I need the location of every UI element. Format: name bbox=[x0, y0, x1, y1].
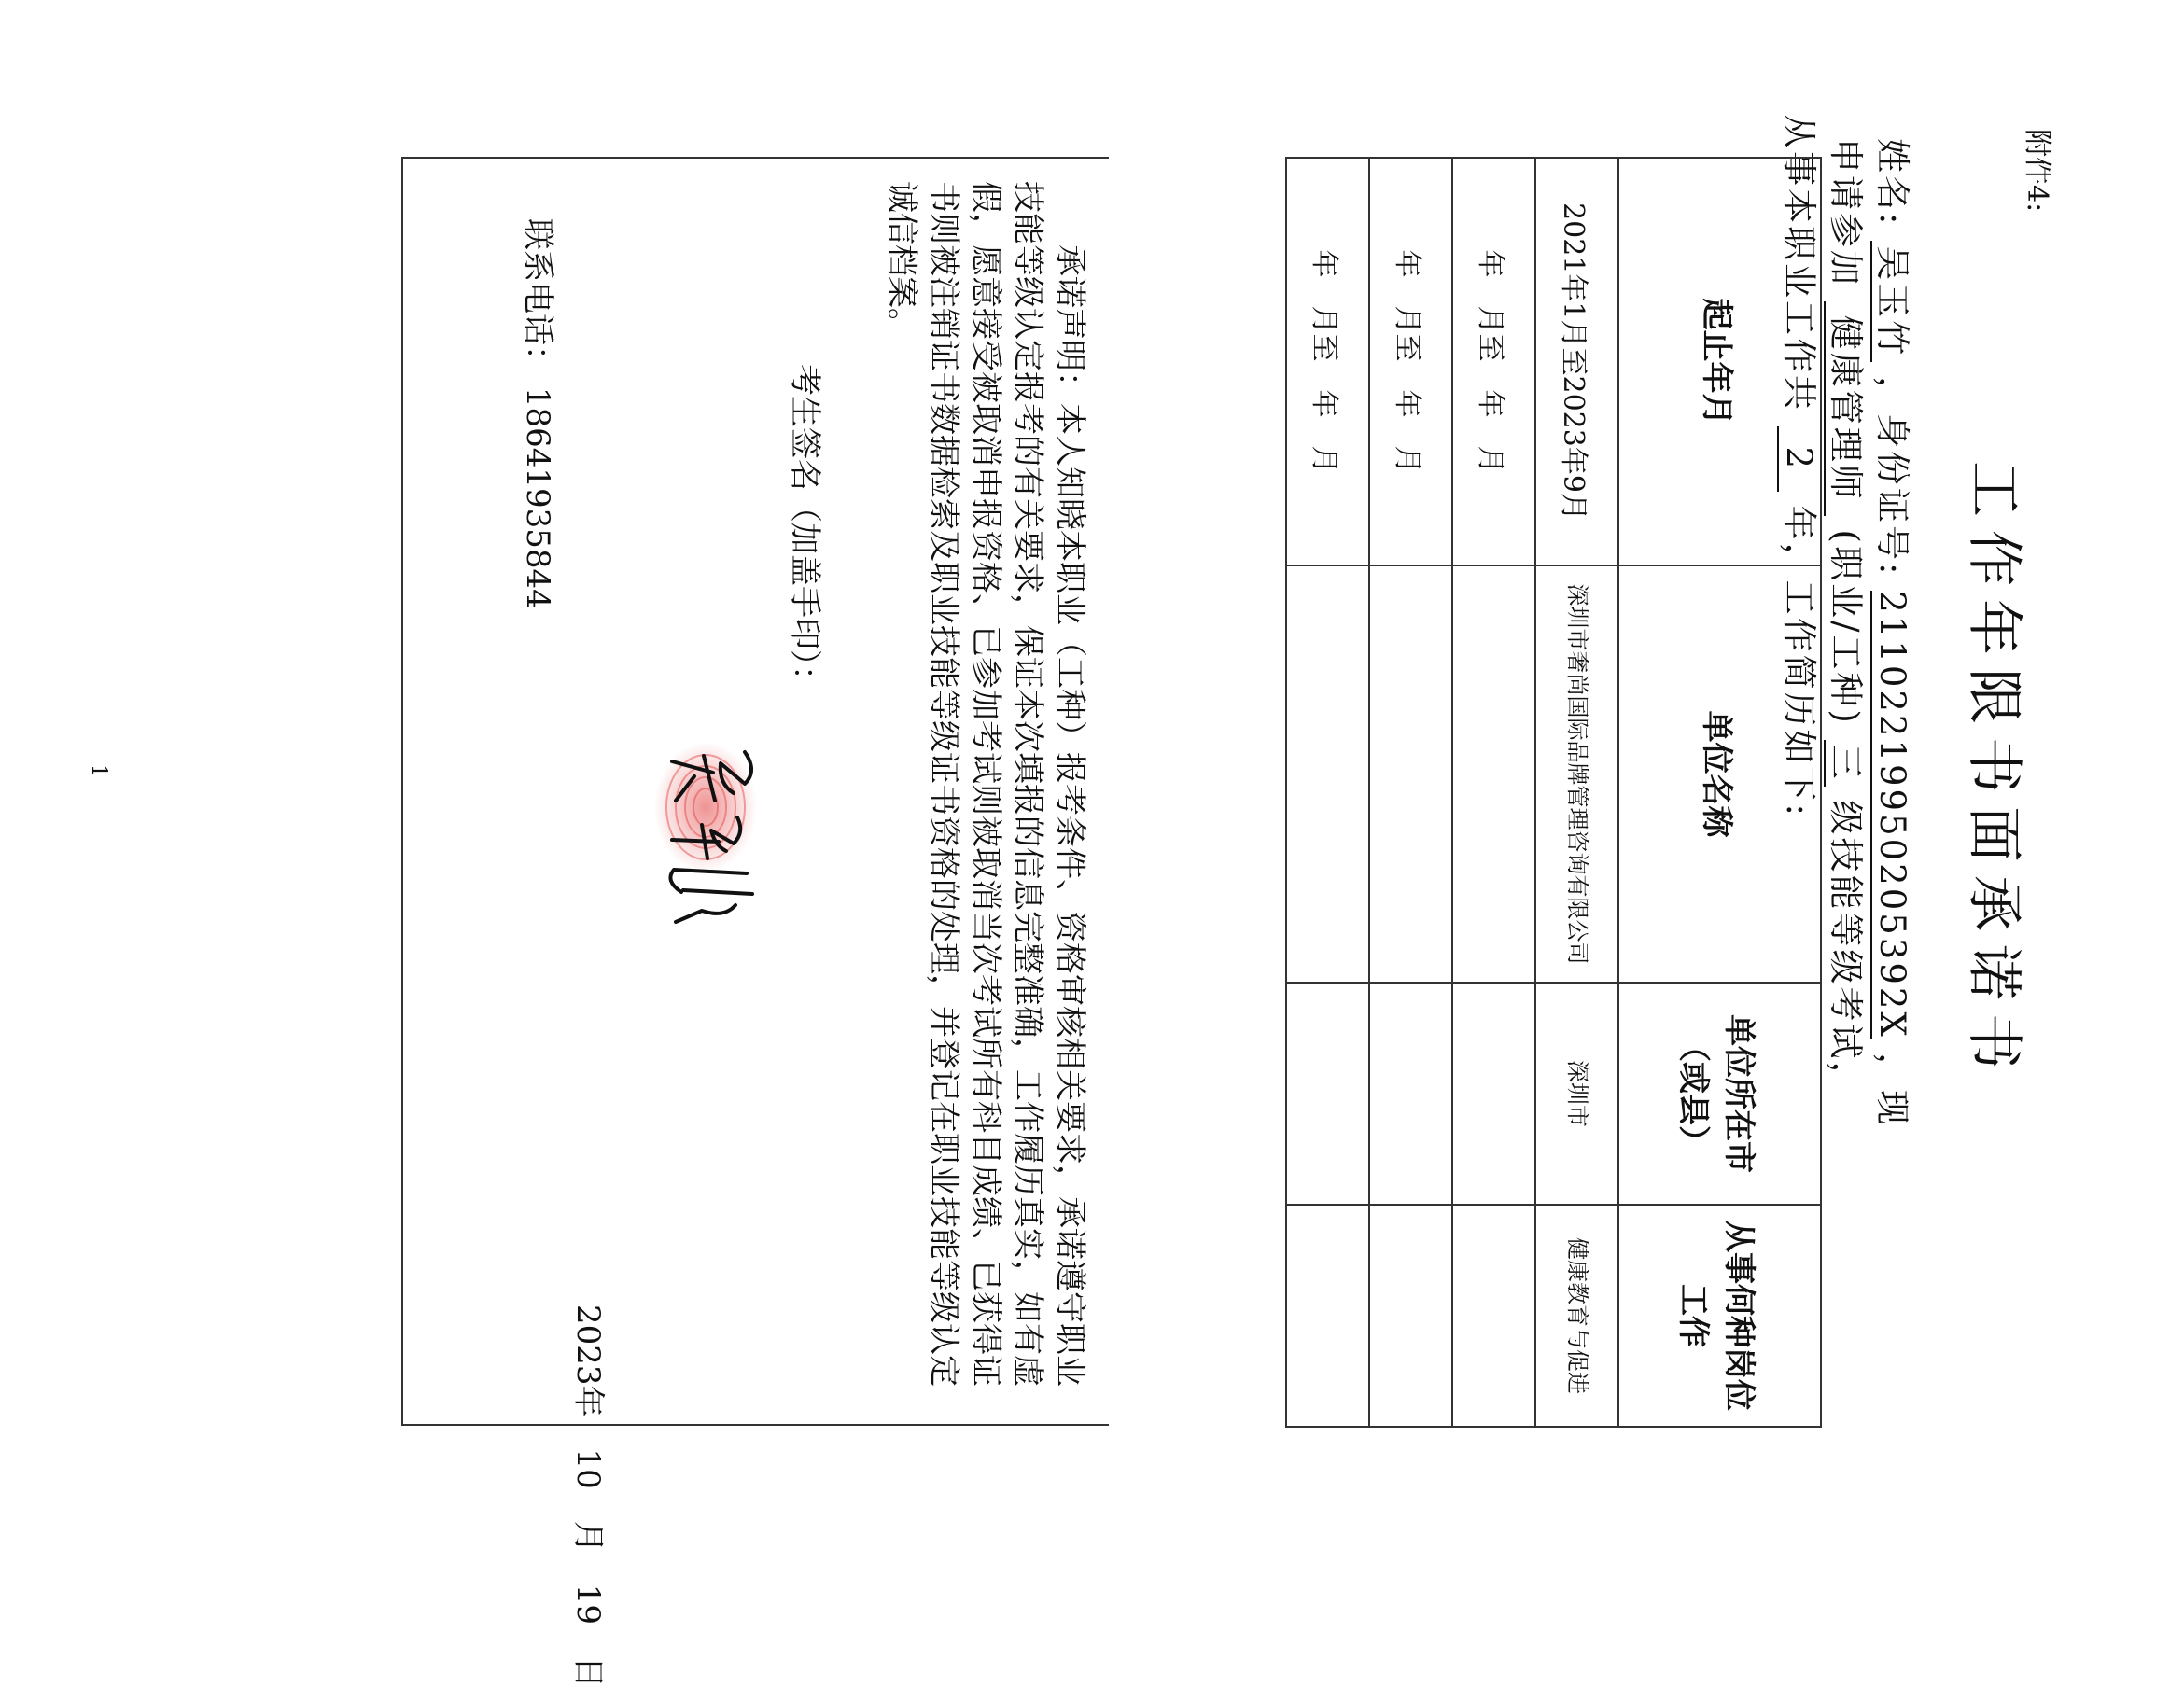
statement-line-1 bbox=[1870, 138, 1921, 1127]
table-row bbox=[1535, 158, 1618, 1427]
table-row bbox=[1286, 158, 1369, 1427]
company-cell bbox=[1286, 565, 1369, 983]
period-cell: 年 月至 年 月 bbox=[1369, 158, 1452, 565]
level-value: 三 bbox=[1824, 740, 1864, 787]
position-cell bbox=[1452, 1205, 1535, 1427]
years-value: 2 bbox=[1777, 426, 1817, 492]
header-company: 单位名称 bbox=[1618, 565, 1821, 983]
phone-value: 18641935844 bbox=[519, 386, 556, 609]
contact-phone bbox=[518, 218, 564, 609]
table-row bbox=[1452, 158, 1535, 1427]
id-number-value: 21102219950205392X bbox=[1872, 591, 1912, 1039]
document-title: 工作年限书面承诺书 bbox=[1961, 461, 2026, 1082]
city-cell bbox=[1369, 983, 1452, 1205]
years-suffix: 年，工作简历如下: bbox=[1779, 505, 1819, 818]
period-cell: 年 月至 年 月 bbox=[1452, 158, 1535, 565]
city-cell bbox=[1286, 983, 1369, 1205]
period-cell: 年 月至 年 月 bbox=[1286, 158, 1369, 565]
id-label: ，身份证号: bbox=[1872, 376, 1912, 578]
period-cell: 2021年1月至2023年9月 bbox=[1535, 158, 1618, 565]
statement-line-2 bbox=[1824, 138, 1874, 1098]
attachment-label: 附件4: bbox=[2021, 129, 2053, 213]
position-cell bbox=[1286, 1205, 1369, 1427]
page-number: 1 bbox=[87, 764, 110, 777]
name-value: 吴玉竹 bbox=[1870, 241, 1911, 362]
occupation-mid: (职业/工种) bbox=[1826, 529, 1866, 726]
signature-label: 考生签名（加盖手印）： bbox=[786, 364, 823, 697]
city-cell: 深圳市 bbox=[1535, 983, 1618, 1205]
handwritten-signature bbox=[651, 735, 773, 941]
table-header-row bbox=[1618, 158, 1821, 1427]
level-end: 级技能等级考试， bbox=[1826, 800, 1866, 1099]
work-history-table bbox=[1285, 157, 1822, 1428]
line1-end: ，现 bbox=[1872, 1053, 1912, 1127]
company-cell: 深圳市奢尚国际品牌管理咨询有限公司 bbox=[1535, 565, 1618, 983]
years-prefix: 从事本职业工作共 bbox=[1779, 114, 1819, 412]
occupation-value: 健康管理师 bbox=[1824, 301, 1864, 516]
pledge-box bbox=[401, 157, 1109, 1688]
header-position: 从事何种岗位工作 bbox=[1618, 1205, 1821, 1427]
pledge-date: 2023年 10 月 19 日 bbox=[569, 1304, 607, 1688]
header-city: 单位所在市（或县） bbox=[1618, 983, 1821, 1205]
company-cell bbox=[1369, 565, 1452, 983]
header-period: 起止年月 bbox=[1618, 158, 1821, 565]
phone-label: 联系电话： bbox=[519, 218, 556, 377]
city-cell bbox=[1452, 983, 1535, 1205]
position-cell: 健康教育与促进 bbox=[1535, 1205, 1618, 1427]
apply-label: 申请参加 bbox=[1826, 138, 1866, 287]
name-label: 姓名: bbox=[1872, 138, 1912, 228]
company-cell bbox=[1452, 565, 1535, 983]
position-cell bbox=[1369, 1205, 1452, 1427]
pledge-text: 承诺声明：本人知晓本职业（工种）报考条件、资格审核相关要求，承诺遵守职业技能等级认定报考的有关要求，保证本次填报的信息完整准确，工作履历真实，如有虚假，愿意接受被取消申报资格、已参加考试则被取消当次考试所有科目成绩、已获得证书则被注销证书数据检索及职业技能等级证书资格的处理，并登记在职业技能等级认定诚信档案。 bbox=[883, 181, 1088, 1387]
table-row bbox=[1369, 158, 1452, 1427]
